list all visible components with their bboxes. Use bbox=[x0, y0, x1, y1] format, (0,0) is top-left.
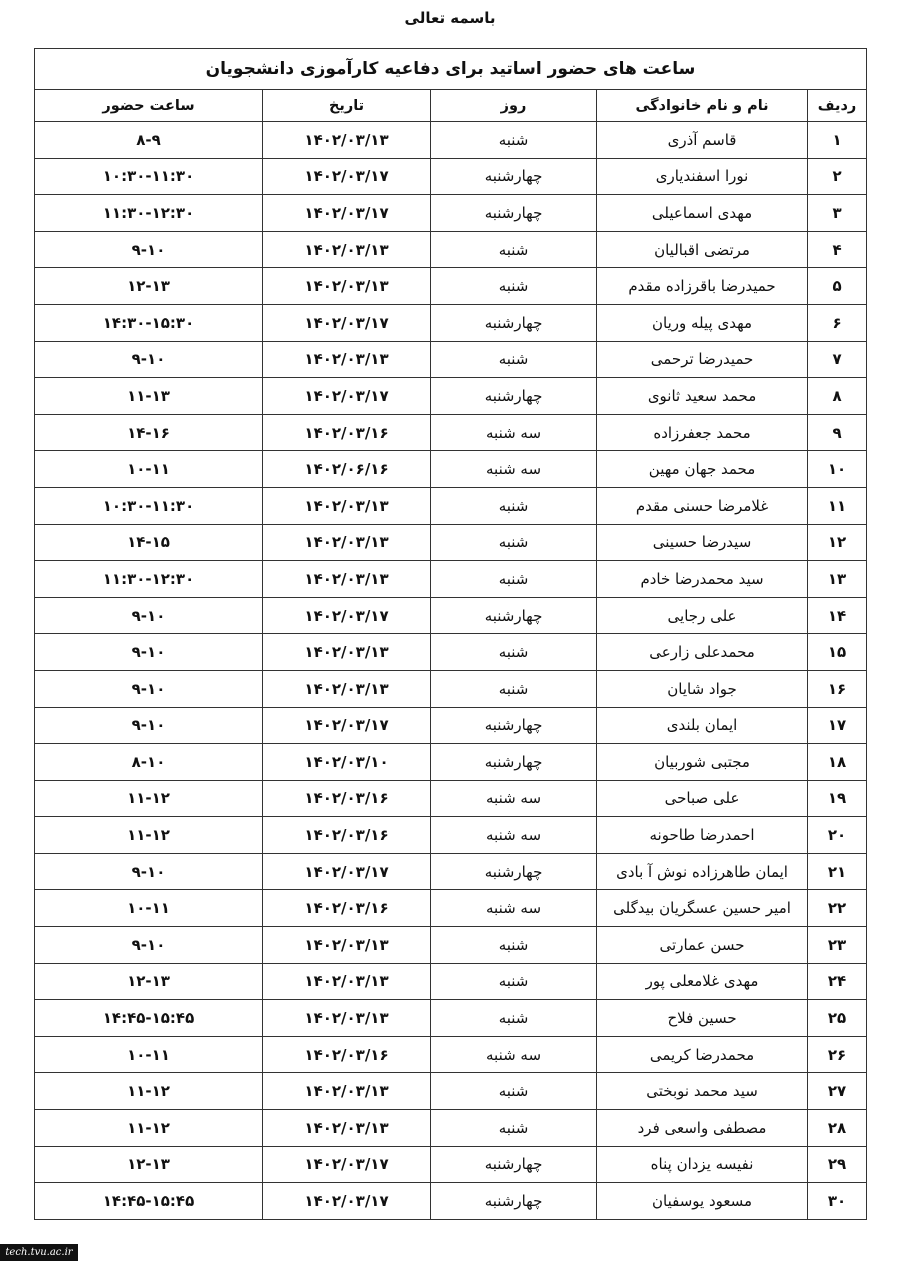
weekday-cell: چهارشنبه bbox=[431, 158, 597, 195]
weekday-cell: چهارشنبه bbox=[431, 707, 597, 744]
attendance-time-cell: ۱۱:۳۰-۱۲:۳۰ bbox=[35, 195, 263, 232]
weekday-cell: چهارشنبه bbox=[431, 597, 597, 634]
date-cell: ۱۴۰۲/۰۳/۱۳ bbox=[263, 524, 431, 561]
table-row bbox=[35, 1110, 867, 1147]
professor-name-cell: جواد شایان bbox=[597, 670, 808, 707]
row-number-cell: ۲ bbox=[808, 158, 867, 195]
row-number-cell: ۲۵ bbox=[808, 1000, 867, 1037]
date-cell: ۱۴۰۲/۰۳/۱۶ bbox=[263, 1036, 431, 1073]
date-cell: ۱۴۰۲/۰۳/۱۷ bbox=[263, 1183, 431, 1220]
column-header-num: ردیف bbox=[808, 90, 867, 122]
column-header-time: ساعت حضور bbox=[35, 90, 263, 122]
date-cell: ۱۴۰۲/۰۳/۱۶ bbox=[263, 414, 431, 451]
attendance-time-cell: ۱۲-۱۳ bbox=[35, 268, 263, 305]
professor-name-cell: حسن عمارتی bbox=[597, 927, 808, 964]
site-logo: tech.tvu.ac.ir bbox=[0, 1244, 78, 1261]
weekday-cell: شنبه bbox=[431, 487, 597, 524]
professor-name-cell: حمیدرضا ترحمی bbox=[597, 341, 808, 378]
attendance-time-cell: ۱۰-۱۱ bbox=[35, 890, 263, 927]
weekday-cell: شنبه bbox=[431, 963, 597, 1000]
attendance-time-cell: ۱۲-۱۳ bbox=[35, 1146, 263, 1183]
table-row bbox=[35, 853, 867, 890]
date-cell: ۱۴۰۲/۰۳/۱۶ bbox=[263, 890, 431, 927]
attendance-time-cell: ۹-۱۰ bbox=[35, 634, 263, 671]
professor-name-cell: ایمان بلندی bbox=[597, 707, 808, 744]
row-number-cell: ۷ bbox=[808, 341, 867, 378]
table-row bbox=[35, 341, 867, 378]
table-row bbox=[35, 487, 867, 524]
table-row bbox=[35, 158, 867, 195]
date-cell: ۱۴۰۲/۰۳/۱۷ bbox=[263, 1146, 431, 1183]
table-row bbox=[35, 744, 867, 781]
weekday-cell: سه شنبه bbox=[431, 817, 597, 854]
professor-name-cell: مهدی پیله وریان bbox=[597, 304, 808, 341]
date-cell: ۱۴۰۲/۰۳/۱۳ bbox=[263, 1110, 431, 1147]
row-number-cell: ۲۹ bbox=[808, 1146, 867, 1183]
professor-name-cell: محمد سعید ثانوی bbox=[597, 378, 808, 415]
date-cell: ۱۴۰۲/۰۳/۱۶ bbox=[263, 817, 431, 854]
weekday-cell: شنبه bbox=[431, 561, 597, 598]
row-number-cell: ۲۰ bbox=[808, 817, 867, 854]
attendance-time-cell: ۱۱:۳۰-۱۲:۳۰ bbox=[35, 561, 263, 598]
professor-name-cell: علی رجایی bbox=[597, 597, 808, 634]
table-row bbox=[35, 195, 867, 232]
weekday-cell: چهارشنبه bbox=[431, 195, 597, 232]
weekday-cell: سه شنبه bbox=[431, 890, 597, 927]
professor-name-cell: سیدرضا حسینی bbox=[597, 524, 808, 561]
date-cell: ۱۴۰۲/۰۳/۱۶ bbox=[263, 780, 431, 817]
row-number-cell: ۱ bbox=[808, 122, 867, 159]
professor-name-cell: مسعود یوسفیان bbox=[597, 1183, 808, 1220]
weekday-cell: شنبه bbox=[431, 634, 597, 671]
row-number-cell: ۲۴ bbox=[808, 963, 867, 1000]
page-header-basmala: باسمه تعالی bbox=[404, 9, 496, 27]
date-cell: ۱۴۰۲/۰۳/۱۳ bbox=[263, 634, 431, 671]
professor-name-cell: سید محمدرضا خادم bbox=[597, 561, 808, 598]
date-cell: ۱۴۰۲/۰۶/۱۶ bbox=[263, 451, 431, 488]
weekday-cell: شنبه bbox=[431, 1110, 597, 1147]
row-number-cell: ۱۲ bbox=[808, 524, 867, 561]
row-number-cell: ۲۱ bbox=[808, 853, 867, 890]
table-row bbox=[35, 414, 867, 451]
attendance-time-cell: ۱۴:۴۵-۱۵:۴۵ bbox=[35, 1183, 263, 1220]
weekday-cell: شنبه bbox=[431, 524, 597, 561]
table-row bbox=[35, 268, 867, 305]
attendance-time-cell: ۱۲-۱۳ bbox=[35, 963, 263, 1000]
attendance-table bbox=[34, 48, 867, 1220]
professor-name-cell: مهدی غلامعلی پور bbox=[597, 963, 808, 1000]
table-title: ساعت های حضور اساتید برای دفاعیه کارآموزی دانشجویان bbox=[35, 49, 867, 90]
weekday-cell: شنبه bbox=[431, 122, 597, 159]
table-body bbox=[35, 122, 867, 1220]
row-number-cell: ۲۷ bbox=[808, 1073, 867, 1110]
table-row bbox=[35, 1146, 867, 1183]
table-row bbox=[35, 1183, 867, 1220]
attendance-time-cell: ۱۰:۳۰-۱۱:۳۰ bbox=[35, 158, 263, 195]
weekday-cell: چهارشنبه bbox=[431, 1146, 597, 1183]
column-header-name: نام و نام خانوادگی bbox=[597, 90, 808, 122]
date-cell: ۱۴۰۲/۰۳/۱۷ bbox=[263, 195, 431, 232]
row-number-cell: ۱۱ bbox=[808, 487, 867, 524]
attendance-time-cell: ۹-۱۰ bbox=[35, 670, 263, 707]
professor-name-cell: مجتبی شوربیان bbox=[597, 744, 808, 781]
weekday-cell: شنبه bbox=[431, 341, 597, 378]
table-row bbox=[35, 817, 867, 854]
professor-name-cell: نورا اسفندیاری bbox=[597, 158, 808, 195]
date-cell: ۱۴۰۲/۰۳/۱۳ bbox=[263, 268, 431, 305]
date-cell: ۱۴۰۲/۰۳/۱۷ bbox=[263, 853, 431, 890]
date-cell: ۱۴۰۲/۰۳/۱۳ bbox=[263, 1000, 431, 1037]
professor-name-cell: مهدی اسماعیلی bbox=[597, 195, 808, 232]
date-cell: ۱۴۰۲/۰۳/۱۳ bbox=[263, 487, 431, 524]
attendance-time-cell: ۱۱-۱۲ bbox=[35, 780, 263, 817]
professor-name-cell: محمدرضا کریمی bbox=[597, 1036, 808, 1073]
row-number-cell: ۱۰ bbox=[808, 451, 867, 488]
table-row bbox=[35, 231, 867, 268]
weekday-cell: چهارشنبه bbox=[431, 853, 597, 890]
attendance-time-cell: ۹-۱۰ bbox=[35, 231, 263, 268]
professor-name-cell: قاسم آذری bbox=[597, 122, 808, 159]
attendance-time-cell: ۱۱-۱۲ bbox=[35, 817, 263, 854]
date-cell: ۱۴۰۲/۰۳/۱۳ bbox=[263, 963, 431, 1000]
attendance-time-cell: ۱۴-۱۶ bbox=[35, 414, 263, 451]
attendance-time-cell: ۸-۹ bbox=[35, 122, 263, 159]
row-number-cell: ۲۲ bbox=[808, 890, 867, 927]
date-cell: ۱۴۰۲/۰۳/۱۳ bbox=[263, 670, 431, 707]
date-cell: ۱۴۰۲/۰۳/۱۳ bbox=[263, 231, 431, 268]
row-number-cell: ۴ bbox=[808, 231, 867, 268]
weekday-cell: شنبه bbox=[431, 1000, 597, 1037]
weekday-cell: شنبه bbox=[431, 670, 597, 707]
professor-name-cell: غلامرضا حسنی مقدم bbox=[597, 487, 808, 524]
row-number-cell: ۳ bbox=[808, 195, 867, 232]
date-cell: ۱۴۰۲/۰۳/۱۷ bbox=[263, 597, 431, 634]
weekday-cell: سه شنبه bbox=[431, 414, 597, 451]
row-number-cell: ۳۰ bbox=[808, 1183, 867, 1220]
row-number-cell: ۱۷ bbox=[808, 707, 867, 744]
date-cell: ۱۴۰۲/۰۳/۱۷ bbox=[263, 707, 431, 744]
date-cell: ۱۴۰۲/۰۳/۱۷ bbox=[263, 158, 431, 195]
row-number-cell: ۹ bbox=[808, 414, 867, 451]
table-row bbox=[35, 890, 867, 927]
column-header-day: روز bbox=[431, 90, 597, 122]
professor-name-cell: محمد جعفرزاده bbox=[597, 414, 808, 451]
weekday-cell: سه شنبه bbox=[431, 451, 597, 488]
weekday-cell: چهارشنبه bbox=[431, 304, 597, 341]
date-cell: ۱۴۰۲/۰۳/۱۳ bbox=[263, 561, 431, 598]
date-cell: ۱۴۰۲/۰۳/۱۳ bbox=[263, 1073, 431, 1110]
attendance-time-cell: ۹-۱۰ bbox=[35, 597, 263, 634]
attendance-time-cell: ۱۴-۱۵ bbox=[35, 524, 263, 561]
attendance-time-cell: ۱۱-۱۲ bbox=[35, 1073, 263, 1110]
attendance-time-cell: ۹-۱۰ bbox=[35, 707, 263, 744]
weekday-cell: سه شنبه bbox=[431, 780, 597, 817]
row-number-cell: ۱۵ bbox=[808, 634, 867, 671]
weekday-cell: چهارشنبه bbox=[431, 1183, 597, 1220]
weekday-cell: چهارشنبه bbox=[431, 744, 597, 781]
row-number-cell: ۶ bbox=[808, 304, 867, 341]
weekday-cell: شنبه bbox=[431, 268, 597, 305]
date-cell: ۱۴۰۲/۰۳/۱۷ bbox=[263, 378, 431, 415]
weekday-cell: شنبه bbox=[431, 927, 597, 964]
attendance-time-cell: ۱۰-۱۱ bbox=[35, 1036, 263, 1073]
table-row bbox=[35, 524, 867, 561]
date-cell: ۱۴۰۲/۰۳/۱۰ bbox=[263, 744, 431, 781]
professor-name-cell: ایمان طاهرزاده نوش آ بادی bbox=[597, 853, 808, 890]
row-number-cell: ۱۸ bbox=[808, 744, 867, 781]
table-row bbox=[35, 1000, 867, 1037]
professor-name-cell: محمدعلی زارعی bbox=[597, 634, 808, 671]
table-row bbox=[35, 597, 867, 634]
professor-name-cell: حمیدرضا باقرزاده مقدم bbox=[597, 268, 808, 305]
table-row bbox=[35, 927, 867, 964]
professor-name-cell: نفیسه یزدان پناه bbox=[597, 1146, 808, 1183]
date-cell: ۱۴۰۲/۰۳/۱۳ bbox=[263, 341, 431, 378]
row-number-cell: ۱۴ bbox=[808, 597, 867, 634]
table-row bbox=[35, 780, 867, 817]
attendance-time-cell: ۱۴:۳۰-۱۵:۳۰ bbox=[35, 304, 263, 341]
professor-name-cell: محمد جهان مهین bbox=[597, 451, 808, 488]
table-row bbox=[35, 378, 867, 415]
date-cell: ۱۴۰۲/۰۳/۱۷ bbox=[263, 304, 431, 341]
row-number-cell: ۱۳ bbox=[808, 561, 867, 598]
professor-name-cell: حسین فلاح bbox=[597, 1000, 808, 1037]
attendance-time-cell: ۹-۱۰ bbox=[35, 853, 263, 890]
weekday-cell: شنبه bbox=[431, 1073, 597, 1110]
column-header-date: تاریخ bbox=[263, 90, 431, 122]
row-number-cell: ۱۶ bbox=[808, 670, 867, 707]
professor-name-cell: سید محمد نوبختی bbox=[597, 1073, 808, 1110]
attendance-time-cell: ۱۰:۳۰-۱۱:۳۰ bbox=[35, 487, 263, 524]
table-row bbox=[35, 304, 867, 341]
row-number-cell: ۲۸ bbox=[808, 1110, 867, 1147]
professor-name-cell: علی صباحی bbox=[597, 780, 808, 817]
weekday-cell: سه شنبه bbox=[431, 1036, 597, 1073]
table-row bbox=[35, 561, 867, 598]
row-number-cell: ۱۹ bbox=[808, 780, 867, 817]
attendance-time-cell: ۱۰-۱۱ bbox=[35, 451, 263, 488]
attendance-time-cell: ۱۱-۱۲ bbox=[35, 1110, 263, 1147]
table-row bbox=[35, 1036, 867, 1073]
row-number-cell: ۸ bbox=[808, 378, 867, 415]
row-number-cell: ۲۶ bbox=[808, 1036, 867, 1073]
attendance-time-cell: ۱۴:۴۵-۱۵:۴۵ bbox=[35, 1000, 263, 1037]
professor-name-cell: احمدرضا طاحونه bbox=[597, 817, 808, 854]
table-row bbox=[35, 451, 867, 488]
date-cell: ۱۴۰۲/۰۳/۱۳ bbox=[263, 122, 431, 159]
table-row bbox=[35, 634, 867, 671]
table-row bbox=[35, 1073, 867, 1110]
table-row bbox=[35, 670, 867, 707]
professor-name-cell: امیر حسین عسگریان بیدگلی bbox=[597, 890, 808, 927]
attendance-time-cell: ۹-۱۰ bbox=[35, 341, 263, 378]
professor-name-cell: مرتضی اقبالیان bbox=[597, 231, 808, 268]
table-row bbox=[35, 707, 867, 744]
weekday-cell: چهارشنبه bbox=[431, 378, 597, 415]
attendance-time-cell: ۹-۱۰ bbox=[35, 927, 263, 964]
table-row bbox=[35, 963, 867, 1000]
professor-name-cell: مصطفی واسعی فرد bbox=[597, 1110, 808, 1147]
weekday-cell: شنبه bbox=[431, 231, 597, 268]
table-row bbox=[35, 122, 867, 159]
date-cell: ۱۴۰۲/۰۳/۱۳ bbox=[263, 927, 431, 964]
attendance-time-cell: ۱۱-۱۳ bbox=[35, 378, 263, 415]
row-number-cell: ۵ bbox=[808, 268, 867, 305]
attendance-time-cell: ۸-۱۰ bbox=[35, 744, 263, 781]
row-number-cell: ۲۳ bbox=[808, 927, 867, 964]
